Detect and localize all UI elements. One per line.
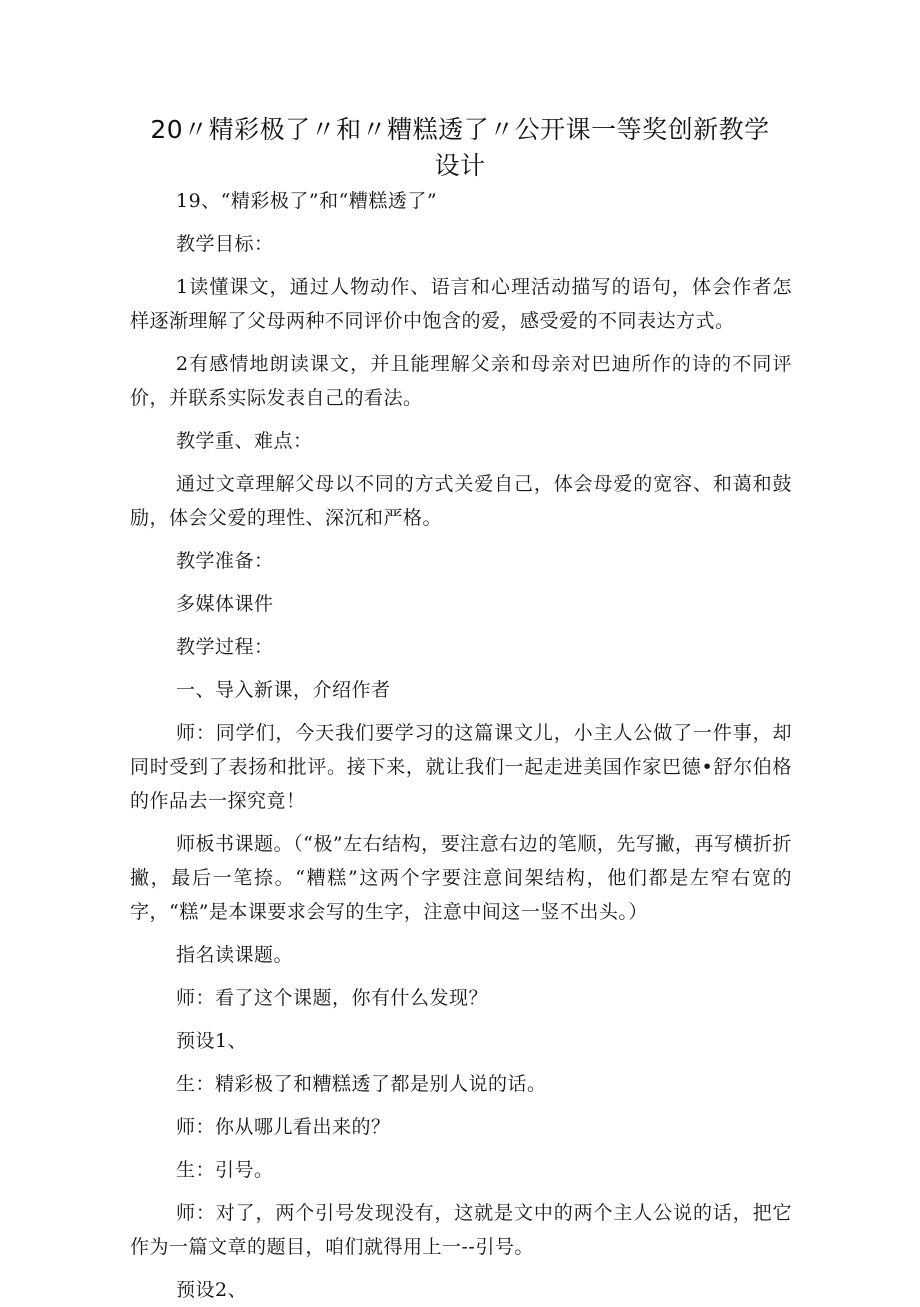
teacher-question-paragraph: 师：看了这个课题，你有什么发现？ <box>176 987 489 1009</box>
goal-2-paragraph: 2有感情地朗读课文，并且能理解父亲和母亲对巴迪所作的诗的不同评价，并联系实际发表自己的看法。 <box>130 353 792 409</box>
preset-1-heading: 预设1、 <box>176 1030 248 1052</box>
student-answer-paragraph: 生：精彩极了和糟糕透了都是别人说的话。 <box>176 1073 547 1095</box>
section-heading-goals: 教学目标： <box>176 233 274 255</box>
key-points-paragraph: 通过文章理解父母以不同的方式关爱自己，体会母爱的宽容、和蔼和鼓励，体会父爱的理性、深沉和严格。 <box>130 473 792 529</box>
board-writing-paragraph: 师板书课题。（“极”左右结构，要注意右边的笔顺，先写撇，再写横折折撇，最后一笔捺。“糟糕”这两个字要注意间架结构，他们都是左窄右宽的字，“糕”是本课要求会写的生字，注意中间这一竖不出头。） <box>130 833 792 923</box>
document-title: 20〃精彩极了〃和〃糟糕透了〃公开课一等奖创新教学设计 <box>150 115 770 180</box>
student-quote-answer-paragraph: 生：引号。 <box>176 1159 274 1181</box>
section-heading-preparation: 教学准备： <box>176 550 274 572</box>
preset-2-heading: 预设2、 <box>176 1279 248 1301</box>
goal-1-paragraph: 1读懂课文，通过人物动作、语言和心理活动描写的语句，体会作者怎样逐渐理解了父母两种不同评价中饱含的爱，感受爱的不同表达方式。 <box>130 276 792 332</box>
section-heading-key-points: 教学重、难点： <box>176 430 313 452</box>
document-body <box>130 184 792 1307</box>
preparation-paragraph: 多媒体课件 <box>176 593 274 615</box>
step-1-heading: 一、导入新课，介绍作者 <box>176 679 391 701</box>
lesson-heading: 19、“精彩极了”和“糟糕透了” <box>176 190 438 212</box>
teacher-intro-paragraph: 师：同学们，今天我们要学习的这篇课文儿，小主人公做了一件事，却同时受到了表扬和批评。接下来，就让我们一起走进美国作家巴德•舒尔伯格的作品去一探究竟！ <box>130 722 792 812</box>
teacher-explanation-paragraph: 师：对了，两个引号发现没有，这就是文中的两个主人公说的话，把它作为一篇文章的题目，咱们就得用上一--引号。 <box>130 1202 792 1258</box>
teacher-followup-paragraph: 师：你从哪儿看出来的？ <box>176 1116 391 1138</box>
section-heading-process: 教学过程： <box>176 636 274 658</box>
read-title-paragraph: 指名读课题。 <box>176 944 294 966</box>
